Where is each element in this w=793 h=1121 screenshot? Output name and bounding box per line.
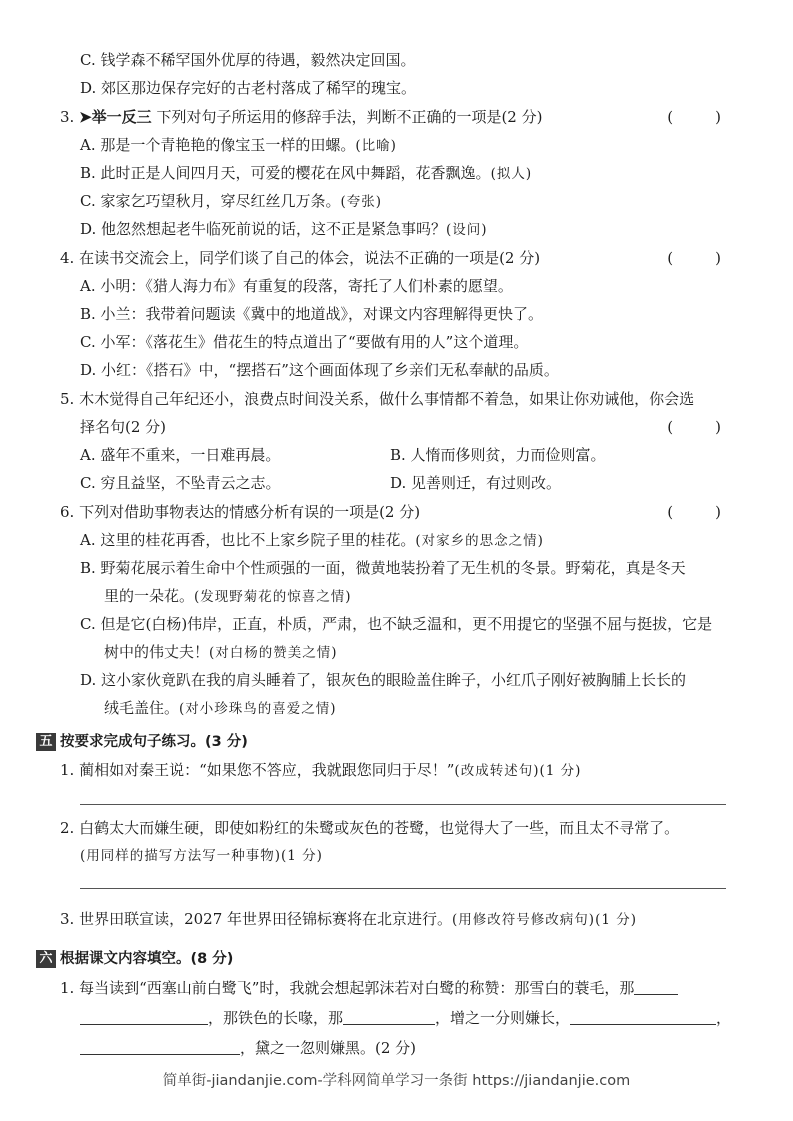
q6-option-d-line2: 绒毛盖住。(对小珍珠鸟的喜爱之情)	[104, 699, 337, 717]
q5-stem-line2: 择名句(2 分)	[80, 418, 167, 436]
q3-text: 下列对句子所运用的修辞手法，判断不正确的一项是(2 分)	[156, 108, 543, 126]
q3-answer-paren[interactable]: ( )	[667, 108, 725, 126]
q3-option-c: C. 家家乞巧望秋月，穿尽红丝几万条。(夸张)	[80, 192, 383, 210]
section-5-title: 按要求完成句子练习。(3 分)	[60, 734, 248, 750]
q2-option-d: D. 郊区那边保存完好的古老村落成了稀罕的瑰宝。	[80, 79, 417, 97]
q6-stem: 6. 下列对借助事物表达的情感分析有误的一项是(2 分)	[60, 503, 421, 521]
q6-option-d-line1: D. 这小家伙竟趴在我的肩头睡着了，银灰色的眼睑盖住眸子，小红爪子刚好被胸脯上长长的	[80, 671, 687, 689]
section-5-header	[36, 731, 248, 753]
q6-option-c-line1: C. 但是它(白杨)伟岸，正直，朴质，严肃，也不缺乏温和，更不用提它的坚强不屈与挺拔，它是	[80, 615, 713, 633]
q4-stem: 4. 在读书交流会上，同学们谈了自己的体会，说法不正确的一项是(2 分)	[60, 249, 541, 267]
s5-q2-note: (用同样的描写方法写一种事物)(1 分)	[80, 848, 323, 864]
q5-stem-line1: 5. 木木觉得自己年纪还小，浪费点时间没关系，做什么事情都不着急，如果让你劝诫他，你会选	[60, 390, 695, 408]
s5-q2-answer-line[interactable]	[80, 888, 726, 889]
q6-answer-paren[interactable]: ( )	[667, 503, 725, 521]
s5-q2: 2. 白鹤太大而嫌生硬，即使如粉红的朱鹭或灰色的苍鹭，也觉得大了一些，而且太不寻常了。	[60, 819, 680, 837]
footer-watermark: 简单街-jiandanjie.com-学科网简单学习一条街 https://jiandanjie.com	[162, 1073, 631, 1089]
q5-option-b: B. 人惰而侈则贫，力而俭则富。	[390, 446, 606, 464]
s6-blank-4[interactable]	[570, 1010, 716, 1025]
q3-number: 3.	[60, 108, 75, 126]
s6-blank-1[interactable]	[634, 980, 678, 995]
s6-blank-5[interactable]	[80, 1040, 240, 1055]
q3-option-d: D. 他忽然想起老牛临死前说的话，这不正是紧急事吗？(设问)	[80, 220, 488, 238]
s5-q1-answer-line[interactable]	[80, 804, 726, 805]
s5-q3: 3. 世界田联宣读，2027 年世界田径锦标赛将在北京进行。(用修改符号修改病句)(1 分)	[60, 910, 637, 928]
q5-option-a: A. 盛年不重来，一日难再晨。	[80, 446, 281, 464]
s6-q1-line2: ，那铁色的长喙，那 ，增之一分则嫌长， ，	[80, 1008, 731, 1028]
section-5-badge: 五	[36, 733, 56, 751]
q4-option-a: A. 小明：《猎人海力布》有重复的段落，寄托了人们朴素的愿望。	[80, 277, 513, 295]
q6-option-c-line2: 树中的伟丈夫！(对白杨的赞美之情)	[104, 643, 338, 661]
q6-option-a: A. 这里的桂花再香，也比不上家乡院子里的桂花。(对家乡的思念之情)	[80, 531, 544, 549]
s6-q1-line1: 1. 每当读到“西塞山前白鹭飞”时，我就会想起郭沫若对白鹭的称赞：那雪白的蓑毛，那	[60, 978, 678, 998]
q5-option-c: C. 穷且益坚，不坠青云之志。	[80, 474, 281, 492]
s6-blank-3[interactable]	[343, 1010, 435, 1025]
q6-option-b-line1: B. 野菊花展示着生命中个性顽强的一面，微黄地装扮着了无生机的冬景。野菊花，真是冬天	[80, 559, 686, 577]
q4-answer-paren[interactable]: ( )	[667, 249, 725, 267]
s5-q1: 1. 蔺相如对秦王说：“如果您不答应，我就跟您同归于尽！”(改成转述句)(1 分)	[60, 761, 582, 779]
q3-stem	[60, 107, 542, 127]
q4-option-b: B. 小兰：我带着问题读《冀中的地道战》，对课文内容理解得更快了。	[80, 305, 544, 323]
q5-answer-paren[interactable]: ( )	[667, 418, 725, 436]
q2-option-c: C. 钱学森不稀罕国外优厚的待遇，毅然决定回国。	[80, 51, 416, 69]
section-6-title: 根据课文内容填空。(8 分)	[60, 951, 234, 967]
q3-option-a: A. 那是一个青艳艳的像宝玉一样的田螺。(比喻)	[80, 136, 397, 154]
q3-option-b: B. 此时正是人间四月天，可爱的樱花在风中舞蹈，花香飘逸。(拟人)	[80, 164, 533, 182]
s6-q1-line3: ，黛之一忽则嫌黑。(2 分)	[80, 1038, 416, 1058]
s6-blank-2[interactable]	[80, 1010, 208, 1025]
q3-tag: ➤举一反三	[79, 108, 152, 126]
q5-option-d: D. 见善则迁，有过则改。	[390, 474, 562, 492]
section-6-header	[36, 948, 233, 970]
q4-option-c: C. 小军：《落花生》借花生的特点道出了“要做有用的人”这个道理。	[80, 333, 529, 351]
q6-option-b-line2: 里的一朵花。(发现野菊花的惊喜之情)	[104, 587, 352, 605]
q4-option-d: D. 小红：《搭石》中，“摆搭石”这个画面体现了乡亲们无私奉献的品质。	[80, 361, 559, 379]
section-6-badge: 六	[36, 950, 56, 968]
